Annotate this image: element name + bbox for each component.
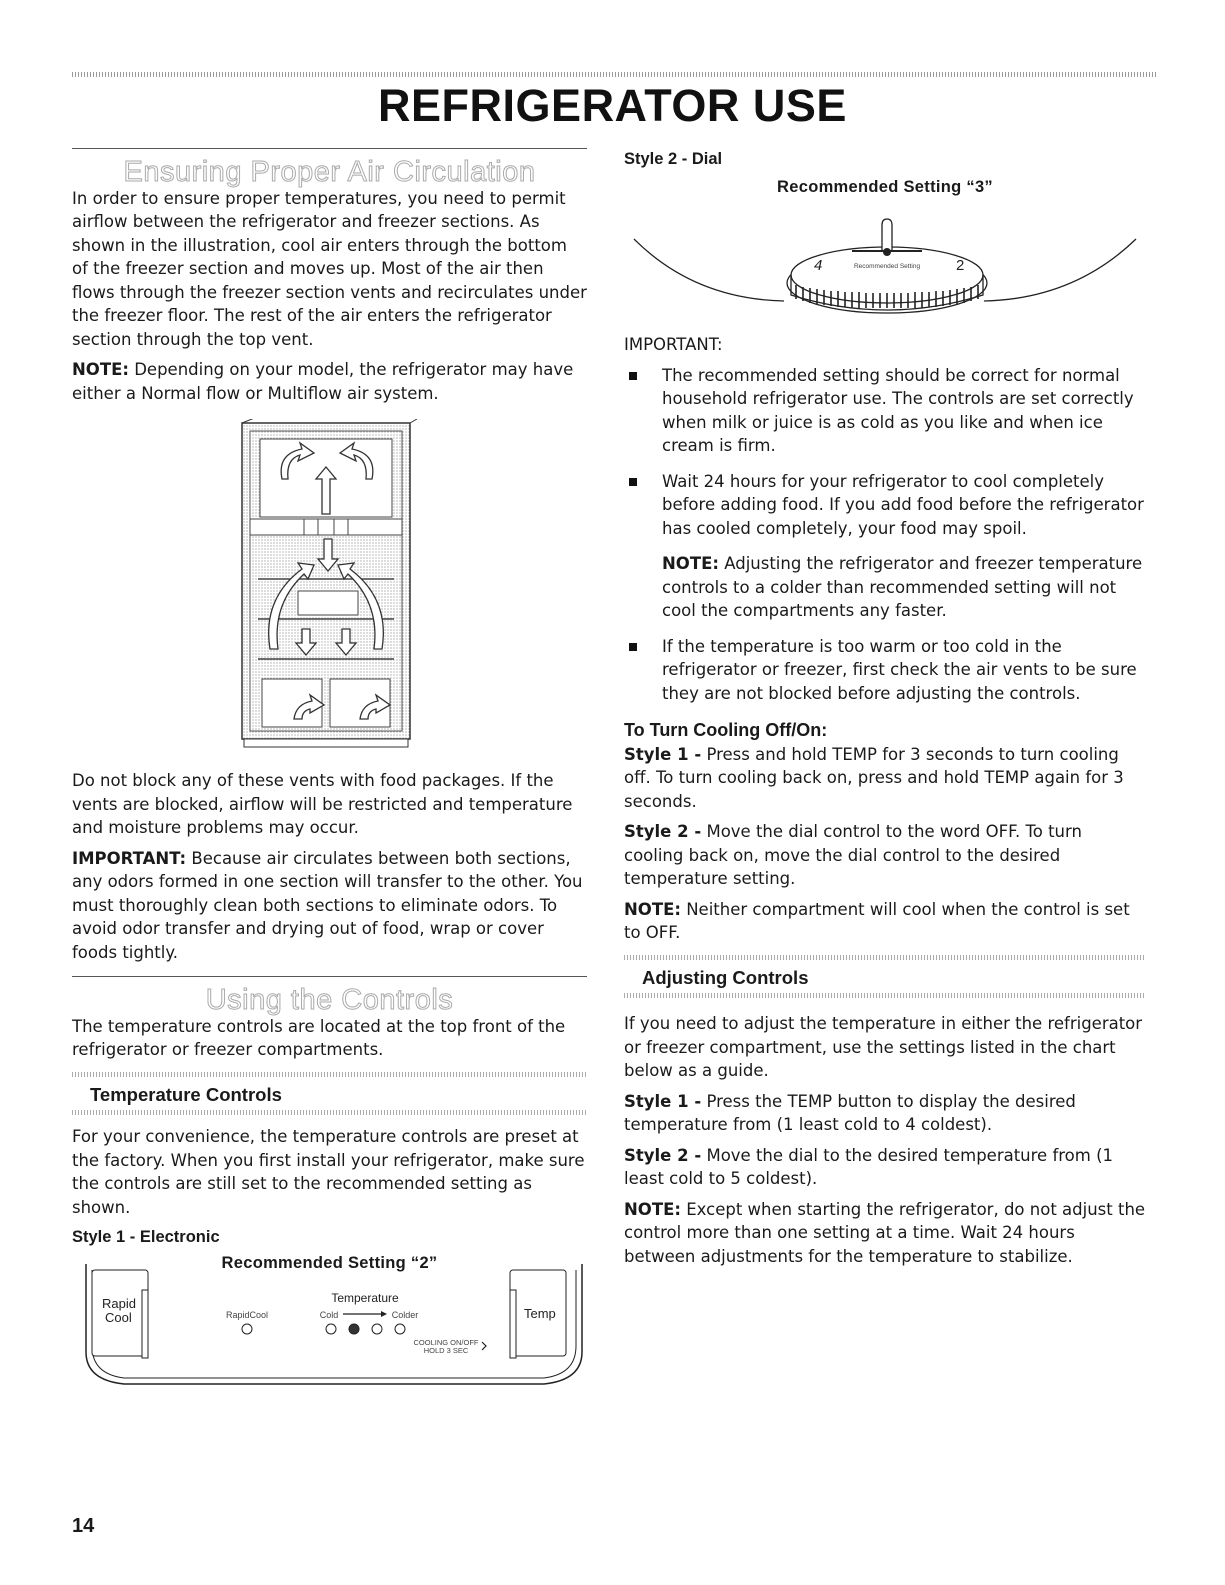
level-4-indicator	[395, 1324, 405, 1334]
important-bullet-list-2	[624, 635, 1146, 706]
cooling-on-off-label: COOLING ON/OFF	[413, 1338, 479, 1347]
temp-button-label: Temp	[524, 1306, 556, 1321]
colder-label: Colder	[391, 1310, 419, 1320]
rapid-cool-button-label-2: Cool	[105, 1310, 132, 1325]
temperature-label: Temperature	[331, 1291, 399, 1305]
freezer-floor	[250, 519, 402, 535]
air-circulation-paragraph: In order to ensure proper temperatures, you need to permit airflow between the refrigerator and freezer sections. As shown in the illustration, cool air enters through the bottom of the freezer section and moves up. Most of the air then flows through the freezer section vents and recirculates under the freezer floor. The rest of the air enters the refrigerator section through the top vent.	[72, 188, 587, 349]
page-title: REFRIGERATOR USE	[378, 80, 847, 131]
bullet-item: If the temperature is too warm or too cold in the refrigerator or freezer, first check the air vents to be sure they are not blocked before adjusting the controls.	[624, 635, 1146, 706]
important-heading: IMPORTANT:	[624, 335, 723, 354]
hold-3-sec-label: HOLD 3 SEC	[423, 1346, 469, 1355]
note-label: NOTE:	[72, 360, 129, 379]
level-2-indicator	[349, 1324, 359, 1334]
note-label: NOTE:	[662, 554, 719, 573]
dial-number-right: 2	[956, 257, 965, 274]
rapidcool-indicator-light	[242, 1324, 252, 1334]
bullet-note	[624, 552, 1146, 623]
adjusting-paragraph: If you need to adjust the temperature in either the refrigerator or freezer compartment, use the settings listed in the chart below as a guide.	[624, 1014, 1143, 1080]
temperature-controls-band	[72, 1072, 587, 1116]
left-column	[72, 148, 587, 1275]
cooling-off-on-heading: To Turn Cooling Off/On:	[624, 720, 828, 740]
style1-label: Style 1 - Electronic	[72, 1228, 220, 1246]
cold-label: Cold	[319, 1310, 339, 1320]
dial-number-left: 4	[814, 257, 823, 274]
airflow-note	[72, 358, 587, 405]
rapidcool-indicator-label: RapidCool	[225, 1310, 269, 1320]
electronic-control-panel	[84, 1262, 584, 1392]
style-label: Style 2 -	[624, 1145, 702, 1165]
dial-recommended-label: Recommended Setting	[853, 263, 921, 270]
section-rule	[72, 976, 587, 977]
cooling-note	[624, 898, 1146, 945]
style-label: Style 1 -	[624, 1091, 702, 1111]
adjusting-note	[624, 1198, 1146, 1269]
vent-warning-paragraph: Do not block any of these vents with food packages. If the vents are blocked, airflow will be restricted and temperature and moisture problems may occur.	[72, 771, 573, 837]
important-text: Because air circulates between both sections, any odors formed in one section will transfer to the other. You must thoroughly clean both sections to eliminate odors. To avoid odor transfer and drying out of food, wrap or cover foods tightly.	[72, 848, 583, 962]
dial-pointer	[882, 219, 892, 251]
style-label: Style 1 -	[624, 744, 702, 764]
refrigerator-airflow-diagram	[72, 419, 587, 759]
temperature-controls-heading: Temperature Controls	[90, 1083, 282, 1105]
bullet-item: The recommended setting should be correct for normal household refrigerator use. The controls are set correctly when milk or juice is as cold as you like and when ice cream is firm.	[624, 364, 1146, 458]
section-rule	[72, 148, 587, 149]
note-text: Except when starting the refrigerator, do not adjust the control more than one setting at a time. Wait 24 hours between adjustments for the temperature to stabilize.	[624, 1199, 1146, 1266]
level-1-indicator	[326, 1324, 336, 1334]
style-text: Press and hold TEMP for 3 seconds to turn cooling off. To turn cooling back on, press and hold TEMP again for 3 seconds.	[624, 744, 1124, 811]
right-column	[624, 148, 1146, 1275]
control-panel-drawing	[84, 1262, 584, 1392]
level-3-indicator	[372, 1324, 382, 1334]
dial-drawing	[624, 199, 1146, 319]
cooling-style1	[624, 743, 1146, 814]
style-text: Press the TEMP button to display the desired temperature from (1 least cold to 4 coldest).	[624, 1091, 1076, 1134]
note-text: Depending on your model, the refrigerator may have either a Normal flow or Multiflow air system.	[72, 360, 574, 403]
dial-illustration	[624, 199, 1146, 319]
rapid-cool-button-label-1: Rapid	[102, 1296, 136, 1311]
important-label: IMPORTANT:	[72, 848, 187, 868]
important-bullet-list	[624, 364, 1146, 541]
page-number: 14	[72, 1515, 95, 1537]
using-controls-paragraph: The temperature controls are located at the top front of the refrigerator or freezer compartments.	[72, 1016, 566, 1059]
note-text: Adjusting the refrigerator and freezer temperature controls to a colder than recommended setting will not cool the compartments any faster.	[662, 554, 1143, 620]
style-text: Move the dial control to the word OFF. To turn cooling back on, move the dial control to the desired temperature setting.	[624, 822, 1082, 888]
style-text: Move the dial to the desired temperature from (1 least cold to 5 coldest).	[624, 1145, 1114, 1188]
note-text: Neither compartment will cool when the control is set to OFF.	[624, 899, 1130, 942]
airflow-illustration	[72, 419, 587, 759]
adjusting-style1	[624, 1090, 1146, 1137]
bullet-item: Wait 24 hours for your refrigerator to cool completely before adding food. If you add food before the refrigerator has cooled completely, your food may spoil.	[624, 470, 1146, 541]
top-divider	[72, 72, 1156, 77]
style-label: Style 2 -	[624, 822, 702, 841]
note-label: NOTE:	[624, 899, 681, 919]
cooling-style2	[624, 820, 1146, 891]
adjusting-controls-heading: Adjusting Controls	[642, 966, 809, 988]
style2-recommended-setting: Recommended Setting “3”	[777, 177, 993, 196]
adjusting-style2	[624, 1144, 1146, 1191]
style2-label: Style 2 - Dial	[624, 150, 723, 168]
style1-recommended-setting: Recommended Setting “2”	[221, 1253, 438, 1272]
air-circulation-heading: Ensuring Proper Air Circulation	[123, 156, 536, 188]
temperature-controls-paragraph: For your convenience, the temperature controls are preset at the factory. When you first install your refrigerator, make sure the controls are still set to the recommended setting as shown.	[72, 1127, 585, 1217]
odor-important-paragraph	[72, 847, 587, 965]
adjusting-controls-band	[624, 955, 1146, 999]
temperature-level-dots	[326, 1324, 405, 1334]
using-controls-heading: Using the Controls	[205, 984, 454, 1016]
note-label: NOTE:	[624, 1199, 681, 1219]
